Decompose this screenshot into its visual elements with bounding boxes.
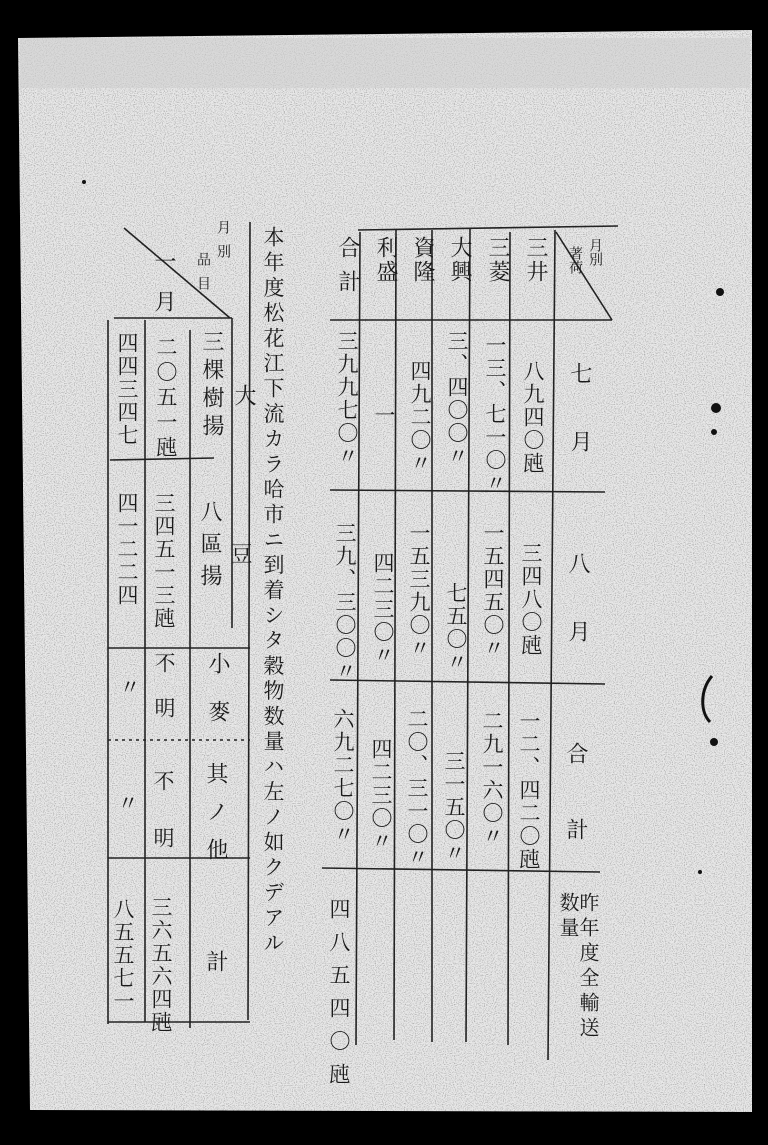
- row-header-mitsui: 三井: [523, 236, 548, 284]
- table2-col-sum: 計: [203, 950, 228, 974]
- t2-r2-wheat: 〃: [117, 676, 141, 699]
- cell-total-shiryu: 二〇、三一〇〃: [405, 708, 429, 869]
- cell-aug-mitsubishi: 一五四五〇〃: [481, 522, 505, 660]
- t2-r2-hachiku: 四一二二四: [115, 492, 139, 607]
- month-header-total: 合計: [563, 742, 588, 894]
- t2-r2-other: 〃: [115, 792, 139, 815]
- cell-total-total: 六九二七〇〃: [331, 708, 355, 846]
- table2-group-daizu-1: 大: [231, 384, 256, 408]
- month-header-aug: 八月: [565, 552, 590, 688]
- row-header-mitsubishi: 三菱: [485, 236, 510, 284]
- cell-aug-total: 三九、三〇〇〃: [333, 522, 357, 683]
- row-header-total: 合計: [335, 236, 360, 304]
- table2-col-sankeiju: 三棵樹揚: [199, 330, 224, 442]
- cell-july-mitsubishi: 一三、七一〇〃: [483, 334, 507, 495]
- cell-july-total: 三九九七〇〃: [335, 330, 359, 468]
- cell-july-daiko: 三、四〇〇〃: [445, 330, 469, 468]
- t2-r2-sankeiju: 四四三四七: [115, 332, 139, 447]
- cell-last-year-total: 四八五四〇瓲: [327, 898, 351, 1096]
- table2-corner-top: 月別: [215, 220, 231, 268]
- t2-r1-hachiku: 三四五一三瓲: [152, 492, 176, 630]
- row-header-shiryu: 資隆: [410, 236, 435, 284]
- cell-july-shiryu: 四九二〇〃: [408, 360, 432, 475]
- table2-group-daizu-2: 豆: [227, 542, 252, 566]
- t2-r2-sum: 八五五七一: [111, 898, 135, 1013]
- table2-col-wheat: 小麥: [205, 652, 230, 748]
- month-header-july: 七月: [567, 362, 592, 498]
- table2-month-label: 一月: [151, 250, 176, 330]
- table2-corner-bottom: 品目: [195, 252, 211, 300]
- row-header-daiko: 大興: [447, 236, 472, 284]
- top-shadow-band: [20, 38, 750, 88]
- t2-r1-sum: 三六五六四瓲: [149, 896, 173, 1034]
- table2-col-hachiku: 八區揚: [197, 500, 222, 596]
- cell-aug-mitsui: 三四八〇瓲: [519, 542, 543, 657]
- cell-july-rimori: 一: [372, 404, 396, 427]
- t2-r1-other: 不明: [151, 770, 175, 884]
- cell-total-mitsubishi: 二九一六〇〃: [480, 710, 504, 848]
- t2-r1-wheat: 不明: [152, 652, 176, 742]
- cell-total-rimori: 四二三〇〃: [369, 738, 393, 853]
- table1-corner-top: 月別: [587, 238, 603, 266]
- cell-total-mitsui: 一二、四二〇瓲: [517, 710, 541, 871]
- cell-total-daiko: 三一五〇〃: [442, 750, 466, 865]
- cell-aug-daiko: 七五〇〃: [444, 582, 468, 674]
- table2-col-other: 其ノ他: [203, 762, 228, 876]
- t2-r1-sankeiju: 二〇五一瓲: [154, 336, 178, 461]
- header-last-year: 昨年度全輸送数量: [556, 892, 600, 1042]
- row-header-rimori: 利盛: [373, 236, 398, 284]
- body-note: 本年度松花江下流カラ哈市ニ到着シタ穀物数量ハ左ノ如クデアル: [261, 226, 285, 957]
- cell-aug-rimori: 四二三〇〃: [371, 552, 395, 667]
- cell-july-mitsui: 八九四〇瓲: [521, 360, 545, 475]
- cell-aug-shiryu: 一五三九〇〃: [407, 522, 431, 660]
- table1-corner-bottom: 著荷: [567, 246, 583, 274]
